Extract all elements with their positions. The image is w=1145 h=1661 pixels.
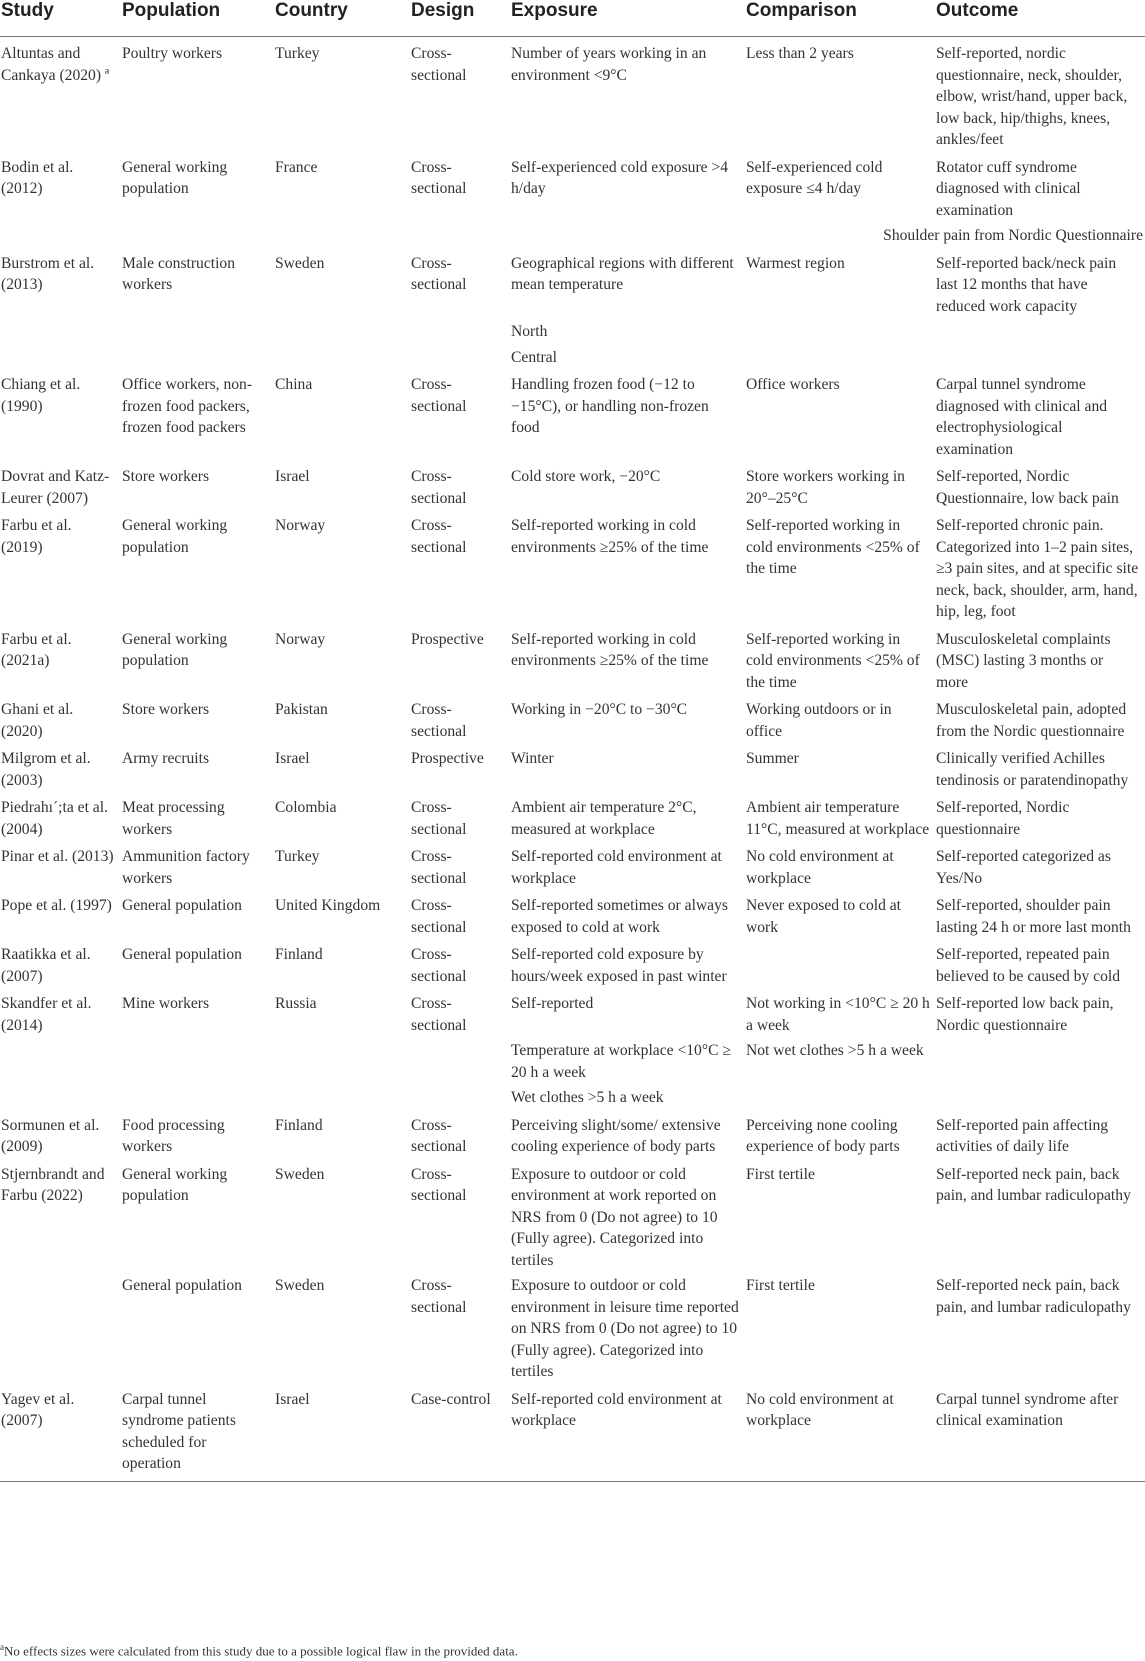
table-row	[0, 317, 1145, 343]
footnote-marker: a	[0, 1642, 4, 1652]
table-cell: Cross-sectional	[411, 158, 467, 197]
table-cell: Perceiving slight/some/ extensive cooling experience of body parts	[511, 1116, 721, 1155]
table-cell: Summer	[746, 750, 799, 767]
table-cell: Pakistan	[275, 701, 328, 718]
table-cell: Finland	[275, 946, 323, 963]
header-study: Study	[0, 0, 122, 37]
table-cell	[275, 1083, 411, 1109]
table-row	[0, 1109, 1145, 1158]
table-cell: Self-experienced cold exposure >4 h/day	[511, 158, 729, 197]
table-cell: Cross-sectional	[411, 1165, 467, 1204]
table-cell: Never exposed to cold at work	[746, 897, 902, 936]
table-row	[0, 742, 1145, 791]
table-cell: Self-reported chronic pain. Categorized into 1–2 pain sites, ≥3 pain sites, and at specific site neck, back, shoulder, arm, hand, hip, leg, foot	[936, 517, 1139, 620]
table-cell: Sormunen et al. (2009)	[1, 1116, 100, 1155]
table-cell: Cross-sectional	[411, 701, 467, 740]
table-cell: Dovrat and Katz-Leurer (2007)	[1, 468, 110, 507]
table-cell: Russia	[275, 995, 317, 1012]
table-cell: Stjernbrandt and Farbu (2022)	[1, 1165, 105, 1204]
table-cell: Ghani et al. (2020)	[1, 701, 74, 740]
table-row	[0, 1271, 1145, 1383]
table-row	[0, 460, 1145, 509]
table-cell: Skandfer et al. (2014)	[1, 995, 92, 1034]
table-cell: Self-reported neck pain, back pain, and lumbar radiculopathy	[936, 1165, 1131, 1204]
table-cell: Bodin et al. (2012)	[1, 158, 74, 197]
table-cell: Cross-sectional	[411, 468, 467, 507]
table-cell: Cold store work, −20°C	[511, 468, 661, 485]
table-cell: Cross-sectional	[411, 799, 467, 838]
table-cell: Turkey	[275, 45, 320, 62]
table-row	[0, 37, 1145, 151]
table-cell: Self-reported, repeated pain believed to be caused by cold	[936, 946, 1121, 985]
table-cell: Self-reported	[511, 995, 594, 1012]
table-cell: Wet clothes >5 h a week	[511, 1089, 664, 1106]
header-comparison: Comparison	[746, 0, 936, 37]
table-cell: No cold environment at workplace	[746, 848, 894, 887]
table-row	[0, 840, 1145, 889]
table-cell	[746, 317, 936, 343]
table-cell: Cross-sectional	[411, 517, 467, 556]
table-cell: Israel	[275, 750, 310, 767]
table-cell: Sweden	[275, 254, 325, 272]
spanning-note: Shoulder pain from Nordic Questionnaire	[883, 227, 1143, 244]
table-cell: United Kingdom	[275, 897, 381, 914]
table-row	[0, 151, 1145, 222]
table-cell: Self-experienced cold exposure ≤4 h/day	[746, 158, 883, 197]
table-cell: China	[275, 376, 313, 393]
table-cell: Handling frozen food (−12 to −15°C), or handling non-frozen food	[511, 376, 709, 436]
table-cell: Norway	[275, 517, 326, 534]
table-cell: Chiang et al. (1990)	[1, 376, 81, 415]
table-cell: Ambient air temperature 11°C, measured at workplace	[746, 799, 930, 838]
table-cell: Self-reported cold exposure by hours/week exposed in past winter	[511, 946, 727, 985]
table-row	[0, 987, 1145, 1036]
table-cell: Temperature at workplace <10°C ≥ 20 h a week	[511, 1042, 731, 1081]
table-cell: Yagev et al. (2007)	[0, 1383, 122, 1482]
table-cell: Number of years working in an environment <9°C	[511, 45, 707, 84]
table-cell: Carpal tunnel syndrome after clinical examination	[936, 1383, 1145, 1482]
table-cell	[936, 343, 1145, 369]
table-cell: Not working in <10°C ≥ 20 h a week	[746, 995, 930, 1034]
table-cell: Store workers	[122, 701, 210, 718]
table-cell	[0, 343, 122, 369]
table-cell: Cross-sectional	[411, 995, 467, 1034]
table-cell: General population	[122, 1277, 242, 1294]
table-cell: Musculoskeletal complaints (MSC) lasting 3 months or more	[936, 630, 1111, 691]
table-cell: Carpal tunnel syndrome diagnosed with clinical and electrophysiological examination	[936, 376, 1108, 458]
table-cell	[746, 1083, 936, 1109]
table-row	[0, 509, 1145, 623]
table-cell: Self-reported, Nordic questionnaire	[936, 799, 1070, 838]
table-cell: Cross-sectional	[411, 1116, 467, 1155]
table-cell: Exposure to outdoor or cold environment at work reported on NRS from 0 (Do not agree) to 10 (Fully agree). Categorized into tertiles	[511, 1165, 718, 1269]
table-cell: Pinar et al. (2013)	[1, 848, 114, 865]
table-cell	[122, 1083, 275, 1109]
header-row	[0, 0, 1145, 37]
table-cell: Self-reported working in cold environments <25% of the time	[746, 630, 920, 691]
table-cell: First tertile	[746, 1277, 815, 1294]
table-cell: Cross-sectional	[411, 1277, 467, 1316]
table-cell: Israel	[275, 1383, 411, 1482]
table-cell	[746, 343, 936, 369]
header-outcome: Outcome	[936, 0, 1145, 37]
table-cell: Cross-sectional	[411, 946, 467, 985]
table-cell: Ammunition factory workers	[122, 848, 250, 887]
table-cell: Cross-sectional	[411, 254, 467, 293]
table-cell: Poultry workers	[122, 45, 223, 62]
table-row	[0, 368, 1145, 460]
table-cell: Piedrahı´;ta et al. (2004)	[1, 799, 108, 838]
table-cell: General population	[122, 897, 242, 914]
table-cell: Self-reported cold environment at workplace	[511, 848, 722, 887]
table-cell: Cross-sectional	[411, 45, 467, 84]
table-cell: First tertile	[746, 1165, 815, 1183]
table-row	[0, 693, 1145, 742]
table-cell: Self-reported, Nordic Questionnaire, low back pain	[936, 468, 1119, 507]
table-cell: Pope et al. (1997)	[1, 897, 112, 914]
table-cell: Winter	[511, 750, 554, 767]
table-cell: Musculoskeletal pain, adopted from the Nordic questionnaire	[936, 701, 1127, 740]
table-footnote	[0, 1642, 518, 1659]
table-cell: Self-reported working in cold environments <25% of the time	[746, 517, 920, 577]
table-cell: Colombia	[275, 799, 337, 816]
table-cell: Working in −20°C to −30°C	[511, 701, 688, 718]
table-cell: No cold environment at workplace	[746, 1383, 936, 1482]
table-cell	[0, 1083, 122, 1109]
table-cell: Self-reported pain affecting activities of daily life	[936, 1116, 1109, 1155]
table-cell	[0, 317, 122, 343]
table-cell: Milgrom et al. (2003)	[1, 750, 91, 789]
table-cell: Self-reported low back pain, Nordic questionnaire	[936, 995, 1114, 1034]
table-cell	[936, 1036, 1145, 1083]
table-cell	[0, 1036, 122, 1083]
table-cell: Burstrom et al. (2013)	[1, 254, 95, 293]
table-cell: Exposure to outdoor or cold environment in leisure time reported on NRS from 0 (Do not agree) to 10 (Fully agree). Categorized into tertiles	[511, 1277, 739, 1380]
table-row	[0, 938, 1145, 987]
table-cell: North	[511, 323, 548, 340]
table-row	[0, 1036, 1145, 1083]
header-design: Design	[411, 0, 511, 37]
table-row	[0, 247, 1145, 318]
table-cell	[0, 1271, 122, 1383]
table-row	[0, 1158, 1145, 1272]
table-cell: Less than 2 years	[746, 45, 854, 62]
table-cell: Cross-sectional	[411, 848, 467, 887]
table-cell: Sweden	[275, 1165, 325, 1183]
table-cell: Self-reported working in cold environments ≥25% of the time	[511, 517, 709, 556]
table-cell: Self-reported sometimes or always exposed to cold at work	[511, 897, 728, 936]
table-cell	[411, 1083, 511, 1109]
table-cell: Raatikka et al. (2007)	[1, 946, 91, 985]
table-row-note	[0, 221, 1145, 247]
table-cell: Israel	[275, 468, 310, 485]
table-row	[0, 343, 1145, 369]
table-cell: Office workers	[746, 376, 840, 393]
table-cell	[936, 1083, 1145, 1109]
table-cell: Self-reported back/neck pain last 12 months that have reduced work capacity	[936, 254, 1117, 315]
table-cell: Cross-sectional	[411, 897, 467, 936]
table-cell: Self-reported, nordic questionnaire, neck, shoulder, elbow, wrist/hand, upper back, low back, hip/thighs, knees, ankles/feet	[936, 45, 1128, 148]
table-cell: France	[275, 158, 318, 176]
table-cell	[275, 317, 411, 343]
table-cell	[411, 343, 511, 369]
table-cell: Office workers, non-frozen food packers, frozen food packers	[122, 376, 253, 436]
table-cell: Male construction workers	[122, 254, 236, 293]
table-cell: General working population	[122, 1165, 228, 1204]
table-cell	[122, 317, 275, 343]
table-cell	[936, 317, 1145, 343]
table-cell: Turkey	[275, 848, 320, 865]
table-cell: Geographical regions with different mean temperature	[511, 254, 734, 293]
table-cell	[411, 317, 511, 343]
table-cell: Working outdoors or in office	[746, 701, 892, 740]
table-cell: Self-reported cold environment at workplace	[511, 1383, 746, 1482]
table-cell: Prospective	[411, 630, 484, 648]
table-body	[0, 37, 1145, 1482]
table-cell	[275, 1036, 411, 1083]
table-cell: Meat processing workers	[122, 799, 225, 838]
table-cell: Finland	[275, 1116, 323, 1134]
table-cell: Army recruits	[122, 750, 210, 767]
table-cell: Warmest region	[746, 254, 845, 272]
table-cell: Perceiving none cooling experience of body parts	[746, 1116, 900, 1155]
header-exposure: Exposure	[511, 0, 746, 37]
table-cell: Store workers	[122, 468, 210, 485]
table-cell: Norway	[275, 630, 326, 648]
table-row	[0, 889, 1145, 938]
table-cell: General working population	[122, 630, 228, 669]
table-cell: Food processing workers	[122, 1116, 225, 1155]
table-cell: Farbu et al. (2021a)	[1, 630, 72, 669]
table-cell: Cross-sectional	[411, 376, 467, 415]
table-cell: Self-reported neck pain, back pain, and lumbar radiculopathy	[936, 1277, 1131, 1316]
table-cell: Prospective	[411, 750, 484, 767]
table-cell: Self-reported, shoulder pain lasting 24 h or more last month	[936, 897, 1131, 936]
table-cell: Self-reported categorized as Yes/No	[936, 848, 1111, 887]
table-cell: Carpal tunnel syndrome patients scheduled for operation	[122, 1383, 275, 1482]
table-row	[0, 1383, 1145, 1482]
table-cell: Ambient air temperature 2°C, measured at workplace	[511, 799, 697, 838]
table-cell: Central	[511, 348, 557, 366]
table-cell: Case-control	[411, 1383, 511, 1482]
table-cell: Self-reported working in cold environments ≥25% of the time	[511, 630, 709, 669]
header-country: Country	[275, 0, 411, 37]
table-row	[0, 623, 1145, 694]
table-row	[0, 1083, 1145, 1109]
table-cell	[411, 1036, 511, 1083]
table-cell: Rotator cuff syndrome diagnosed with clinical examination	[936, 158, 1081, 219]
table-cell: Altuntas and Cankaya (2020) ª	[1, 45, 110, 84]
table-cell: Farbu et al. (2019)	[1, 517, 72, 556]
table-cell: General population	[122, 946, 242, 963]
footnote-text: No effects sizes were calculated from this study due to a possible logical flaw in the provided data.	[4, 1643, 518, 1659]
table-cell	[275, 343, 411, 369]
table-cell: General working population	[122, 517, 228, 556]
table-cell	[122, 1036, 275, 1083]
table-cell: Clinically verified Achilles tendinosis or paratendinopathy	[936, 750, 1129, 789]
header-population: Population	[122, 0, 275, 37]
table-cell: Mine workers	[122, 995, 210, 1012]
table-cell: Not wet clothes >5 h a week	[746, 1042, 924, 1059]
table-cell: Sweden	[275, 1277, 325, 1294]
table-row	[0, 791, 1145, 840]
table-cell	[122, 343, 275, 369]
table-cell: Store workers working in 20°–25°C	[746, 468, 905, 507]
table-cell: General working population	[122, 158, 228, 197]
table-header	[0, 0, 1145, 37]
table-cell	[746, 938, 936, 987]
